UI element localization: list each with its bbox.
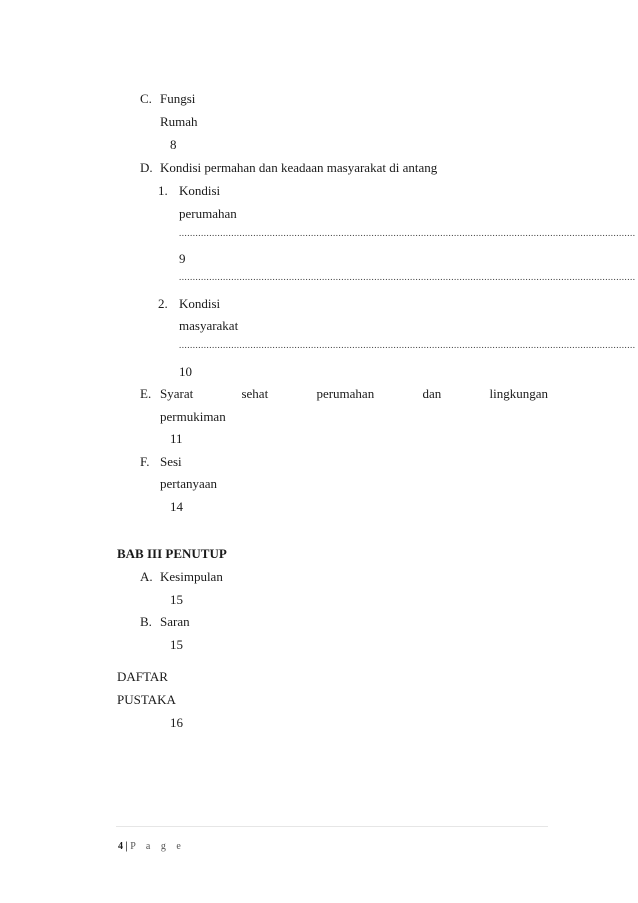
toc-entry-kesimpulan: Kesimpulan [160,569,223,584]
toc-leader-dots: ...................................................................................................................................................................... [179,228,636,238]
toc-entry-syarat-sehat [160,386,548,402]
toc-entry-permukiman: permukiman [160,409,226,424]
toc-page-a: 15 [170,592,183,607]
footer-divider [116,826,548,827]
toc-marker-d: D. [140,160,153,175]
toc-page-c: 8 [170,137,177,152]
toc-entry-masyarakat: masyarakat [179,318,239,333]
toc-page-e: 11 [170,431,183,446]
toc-marker-b: B. [140,614,152,629]
toc-entry-fungsi: Fungsi [160,91,196,106]
toc-entry-kondisi-permahan: Kondisi permahan dan keadaan masyarakat di antang [160,160,438,175]
toc-entry-perumahan: perumahan [179,206,237,221]
toc-entry-pertanyaan: pertanyaan [160,476,218,491]
toc-page-d1: 9 [179,251,186,266]
toc-entry-sesi: Sesi [160,454,182,469]
toc-leader-dots: ...................................................................................................................................................................... [179,272,636,282]
toc-word: dan [422,386,442,401]
toc-entry-daftar: DAFTAR [117,669,168,684]
toc-page-d2: 10 [179,364,192,379]
toc-marker-a: A. [140,569,153,584]
toc-marker-c: C. [140,91,152,106]
toc-page-f: 14 [170,499,183,514]
toc-marker-d1: 1. [158,183,168,198]
toc-marker-d2: 2. [158,296,168,311]
toc-leader-dots: ...................................................................................................................................................................... [179,340,636,350]
page-label: P a g e [130,841,185,852]
toc-entry-saran: Saran [160,614,190,629]
toc-page-b: 15 [170,637,183,652]
toc-word: perumahan [316,386,375,401]
toc-word: sehat [241,386,269,401]
toc-word: Syarat [160,386,194,401]
toc-entry-kondisi-1: Kondisi [179,183,221,198]
footer-separator: | [125,841,128,852]
toc-marker-e: E. [140,386,152,401]
page-number: 4 [118,841,123,852]
toc-page-daftar: 16 [170,715,183,730]
toc-chapter-title: BAB III PENUTUP [117,546,227,561]
toc-entry-pustaka: PUSTAKA [117,692,176,707]
toc-entry-rumah: Rumah [160,114,198,129]
toc-entry-kondisi-2: Kondisi [179,296,221,311]
toc-marker-f: F. [140,454,150,469]
page-footer [118,841,185,852]
toc-word: lingkungan [489,386,548,401]
